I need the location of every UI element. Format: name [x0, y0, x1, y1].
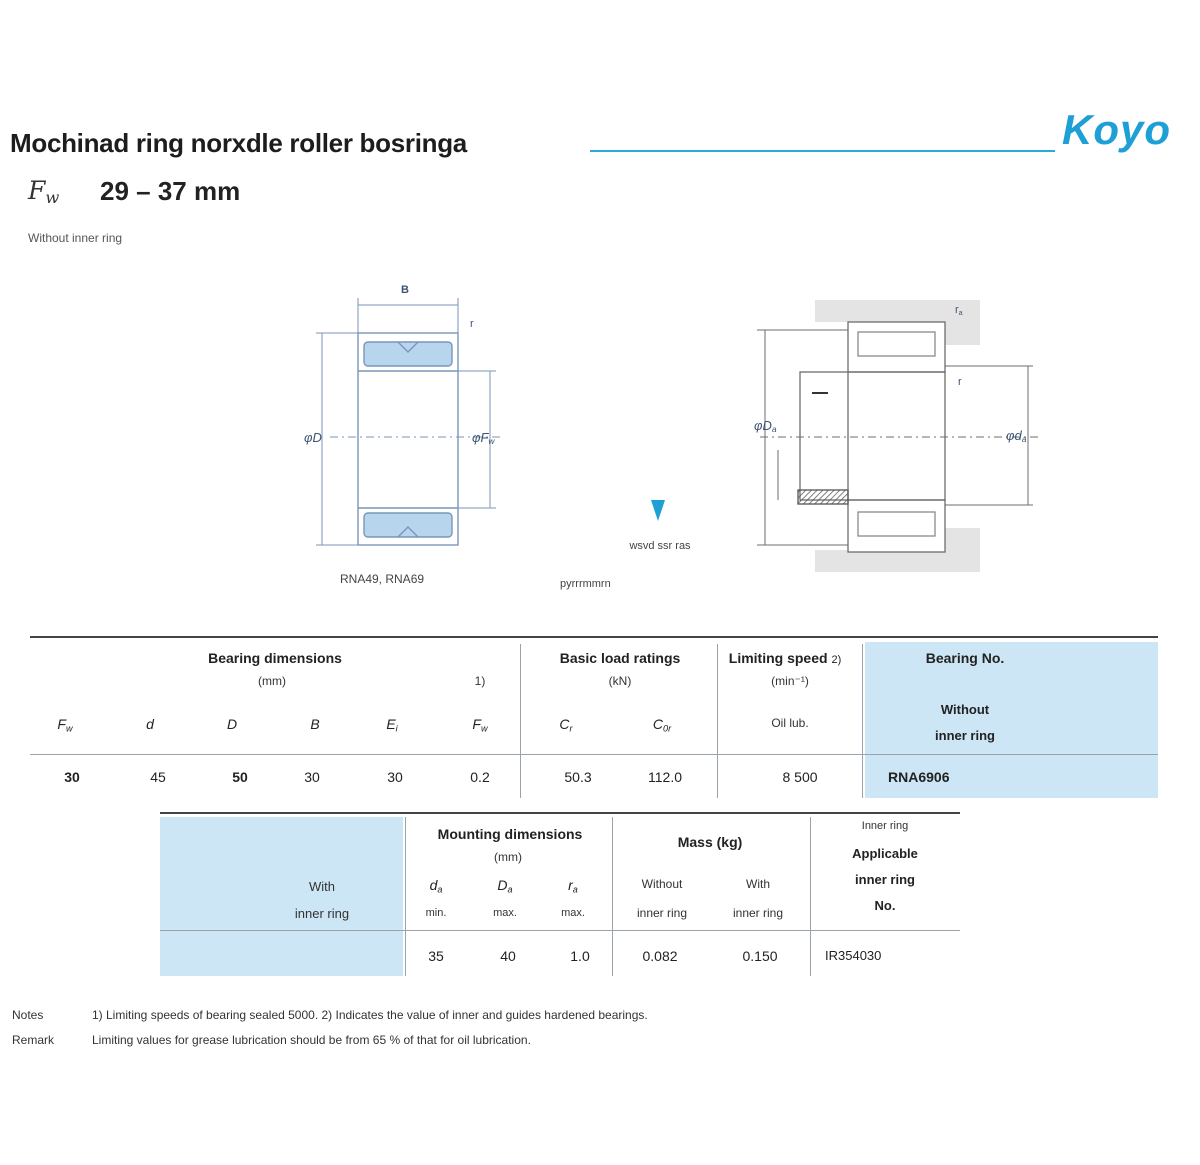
outer-ring-top [848, 322, 945, 372]
label-fw [472, 430, 495, 446]
table-row-cell-inner-ring-number: IR354030 [825, 948, 882, 963]
bore-symbol-sub: w [45, 188, 60, 208]
load-group-unit: (kN) [608, 674, 632, 688]
col-cr-sub: r [569, 723, 573, 734]
mass-col1-line1: Without [641, 877, 683, 891]
bearing-number-col-line2: inner ring [935, 728, 995, 743]
ring-header-line1: Inner ring [861, 820, 909, 832]
col-fw-sub: w [65, 723, 73, 734]
label-da-inner-main: φd [1006, 428, 1022, 443]
col-b-main: B [310, 716, 320, 732]
col-ei-main: E [386, 716, 396, 732]
col-divider-c [810, 817, 811, 976]
label-fw-main: φF [472, 430, 489, 445]
label-outer-diameter: φD [304, 430, 322, 445]
col-da-limit: min. [425, 907, 447, 919]
housing-right-bottom [945, 528, 980, 572]
col-ra-limit: max. [561, 907, 585, 919]
label-da-inner-sub: a [1021, 434, 1027, 445]
col-outer-da-sub: a [507, 884, 513, 895]
col-divider-1 [520, 644, 521, 798]
col-outer-d-main: D [226, 716, 238, 732]
page-title: Mochinad ring norxdle roller bosringa [10, 128, 467, 158]
table-row-cell-fw: 30 [64, 769, 80, 785]
mounting-drawing [757, 300, 1040, 572]
footnote-1-label: Notes [12, 1008, 44, 1022]
marker-note-line2: pyrrrmmrn [560, 578, 611, 590]
speed-group-unit: (min⁻¹) [771, 674, 809, 688]
col-outer-da [497, 877, 512, 894]
roller-bottom [364, 513, 452, 537]
roller-top [364, 342, 452, 366]
col-fw-main: F [57, 716, 66, 732]
col-oil-lub: Oil lub. [771, 716, 809, 730]
footnote-2-label: Remark [12, 1033, 55, 1047]
col-divider-b [612, 817, 613, 976]
label-fw-sub: w [488, 436, 495, 447]
col-fw-2-main: F [472, 716, 481, 732]
col-ra-main: r [568, 877, 573, 893]
col-c0r-main: C [652, 716, 664, 732]
ring-header-line3: inner ring [855, 872, 915, 887]
mount-group-unit: (mm) [494, 850, 522, 864]
col-c0r [653, 716, 671, 733]
col-divider-a [405, 817, 406, 976]
dims-group-title: Bearing dimensions [208, 650, 342, 666]
table-row-cell-speed: 8 500 [782, 769, 818, 785]
table-row-cell-c0r: 112.0 [648, 769, 682, 785]
bearing-section-drawing [316, 298, 500, 545]
col-b [310, 716, 319, 733]
col-outer-d [227, 716, 237, 733]
ring-header-line2: Applicable [852, 846, 918, 861]
mount-group-title: Mounting dimensions [437, 826, 583, 842]
speed-note-mark: 2) [831, 654, 842, 666]
down-triangle-icon [651, 500, 665, 521]
left-drawing-caption: RNA49, RNA69 [340, 572, 425, 586]
col-divider-3 [862, 644, 863, 798]
table-row-cell-bearing-number: RNA6906 [888, 769, 950, 785]
label-da-inner [1006, 428, 1026, 444]
footnote-2-text: Limiting values for grease lubrication should be from 65 % of that for oil lubrication. [92, 1033, 531, 1047]
table-row-cell-cr: 50.3 [564, 769, 592, 785]
table-row-cell-outer-da: 40 [500, 948, 516, 964]
col-da-main: d [429, 877, 438, 893]
marker-note-line1: wsvd ssr ras [629, 540, 691, 552]
outer-ring-bottom [848, 500, 945, 552]
label-ra-main: r [955, 304, 959, 316]
col-da [430, 877, 443, 894]
bore-symbol-main: F [28, 176, 46, 205]
table-row-cell-da: 35 [428, 948, 444, 964]
col-d-main: d [146, 716, 154, 732]
subheading: Without inner ring [28, 231, 123, 245]
bearing-dimensions-table [30, 636, 1158, 798]
table-row-cell-fw-2: 0.2 [470, 769, 490, 785]
mass-col2-line2: inner ring [732, 906, 784, 920]
label-r: r [470, 318, 474, 330]
bearing-number-col-line1: Without [940, 702, 990, 717]
col-fw-2-sub: w [480, 723, 488, 734]
label-ra-sub: a [958, 308, 963, 317]
table-row-cell-mass-with: 0.150 [742, 948, 778, 964]
col-ra-sub: a [572, 884, 578, 895]
table-row-cell-b: 30 [304, 769, 320, 785]
table-row-cell-ei: 30 [387, 769, 403, 785]
with-inner-ring-line1: With [309, 879, 335, 894]
table-row-cell-d: 45 [150, 769, 166, 785]
speed-title-text: Limiting speed [728, 650, 828, 666]
table-row-cell-ra: 1.0 [570, 948, 590, 964]
col-ei-sub: i [395, 723, 398, 734]
mass-col1-line2: inner ring [636, 906, 688, 920]
header-divider-2 [160, 930, 960, 931]
label-da-outer-sub: a [771, 424, 777, 435]
footnote-1 [12, 1008, 648, 1022]
with-inner-ring-line2: inner ring [294, 906, 350, 921]
label-ra [955, 304, 963, 317]
footnote-2 [12, 1033, 531, 1047]
dims-group-unit: (mm) [258, 674, 286, 688]
label-r-right: r [958, 376, 962, 388]
footnote-1-text: 1) Limiting speeds of bearing sealed 5000. 2) Indicates the value of inner and guides hardened bearings. [92, 1008, 648, 1022]
label-da-outer-main: φD [754, 418, 772, 433]
dims-note-mark: 1) [474, 674, 486, 688]
col-ei [386, 716, 397, 733]
col-cr [559, 716, 572, 733]
hatched-shoulder [798, 490, 848, 504]
bearing-number-title: Bearing No. [925, 650, 1005, 666]
speed-group-title [729, 650, 841, 666]
mass-group-title: Mass (kg) [677, 834, 743, 850]
shaft-section [800, 372, 945, 500]
col-cr-main: C [559, 716, 570, 732]
size-range: 29 – 37 mm [100, 176, 241, 206]
mass-col2-line1: With [746, 877, 770, 891]
brand-logo: Koyo [1062, 106, 1171, 153]
mounting-dimensions-table [160, 812, 960, 976]
load-group-title: Basic load ratings [559, 650, 681, 666]
table-row-cell-mass-without: 0.082 [642, 948, 678, 964]
col-outer-da-main: D [497, 877, 508, 893]
col-divider-2 [717, 644, 718, 798]
col-outer-da-limit: max. [493, 907, 517, 919]
table-row-cell-outer-d: 50 [232, 769, 248, 785]
col-d [146, 716, 154, 733]
inner-ring-highlight [160, 817, 403, 976]
col-fw [57, 716, 72, 733]
header-divider [30, 754, 1158, 755]
col-c0r-sub: 0r [663, 723, 672, 734]
label-da-outer [754, 418, 777, 434]
label-b: B [401, 284, 409, 296]
ring-header-line4: No. [874, 898, 896, 913]
col-ra [568, 877, 578, 894]
col-fw-2 [472, 716, 487, 733]
col-da-sub: a [437, 884, 443, 895]
